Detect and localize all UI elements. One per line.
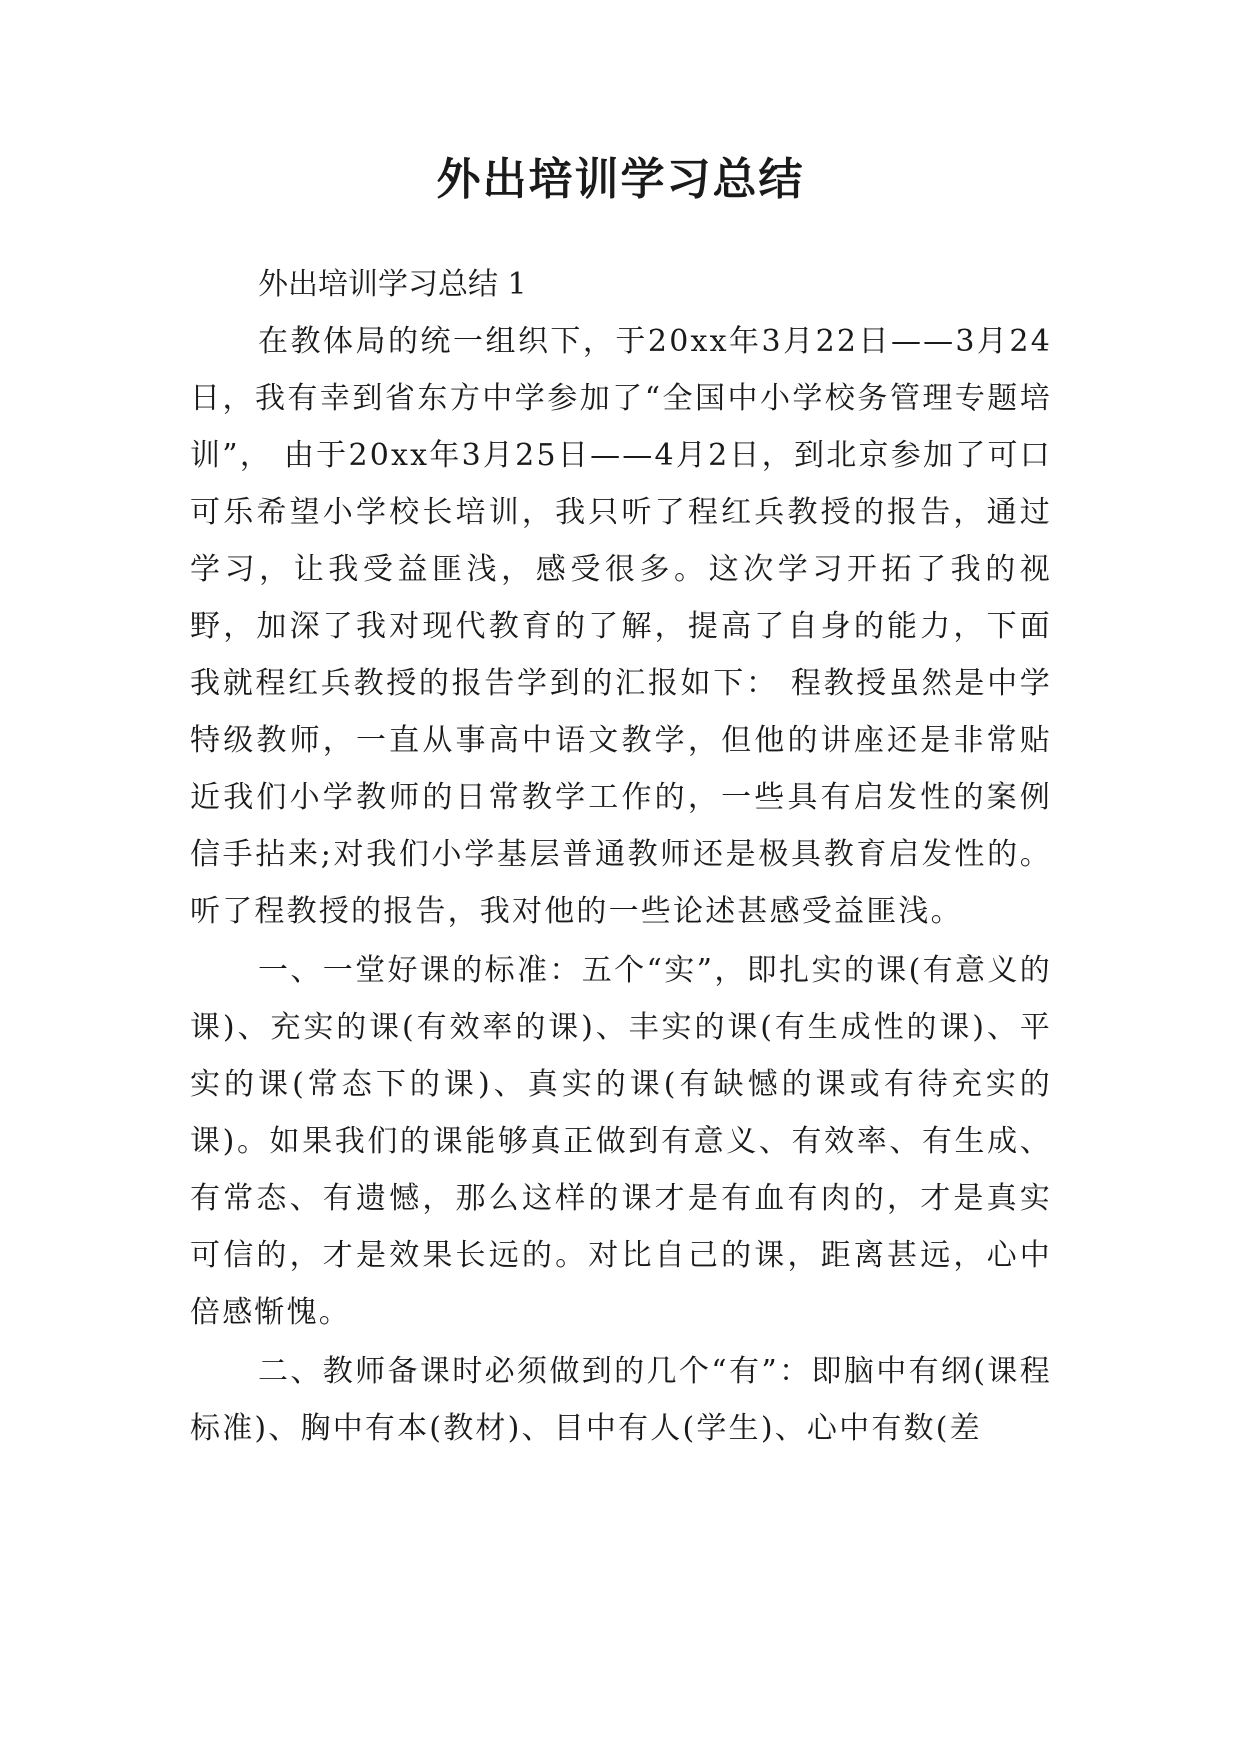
- document-body: [190, 256, 1052, 1457]
- paragraph-point-one: 一、一堂好课的标准：五个“实”，即扎实的课(有意义的课)、充实的课(有效率的课)、丰实的课(有生成性的课)、平实的课(常态下的课)、真实的课(有缺憾的课或有待充实的课)。如果我们的课能够真正做到有意义、有效率、有生成、有常态、有遗憾，那么这样的课才是有血有肉的，才是真实可信的，才是效果长远的。对比自己的课，距离甚远，心中倍感惭愧。: [190, 953, 1052, 1330]
- document-title: 外出培训学习总结: [436, 154, 805, 205]
- paragraph-intro: 在教体局的统一组织下，于20xx年3月22日——3月24日，我有幸到省东方中学参加了“全国中小学校务管理专题培训”， 由于20xx年3月25日——4月2日，到北京参加了可口可乐希望小学校长培训，我只听了程红兵教授的报告，通过学习，让我受益匪浅，感受很多。这次学习开拓了我的视野，加深了我对现代教育的了解，提高了自身的能力，下面我就程红兵教授的报告学到的汇报如下： 程教授虽然是中学特级教师，一直从事高中语文教学，但他的讲座还是非常贴近我们小学教师的日常教学工作的，一些具有启发性的案例信手拈来;对我们小学基层普通教师还是极具教育启发性的。听了程教授的报告，我对他的一些论述甚感受益匪浅。: [190, 324, 1052, 929]
- section-heading: 外出培训学习总结 1: [258, 267, 527, 302]
- paragraph-point-two: 二、教师备课时必须做到的几个“有”：即脑中有纲(课程标准)、胸中有本(教材)、目中有人(学生)、心中有数(差: [190, 1354, 1052, 1446]
